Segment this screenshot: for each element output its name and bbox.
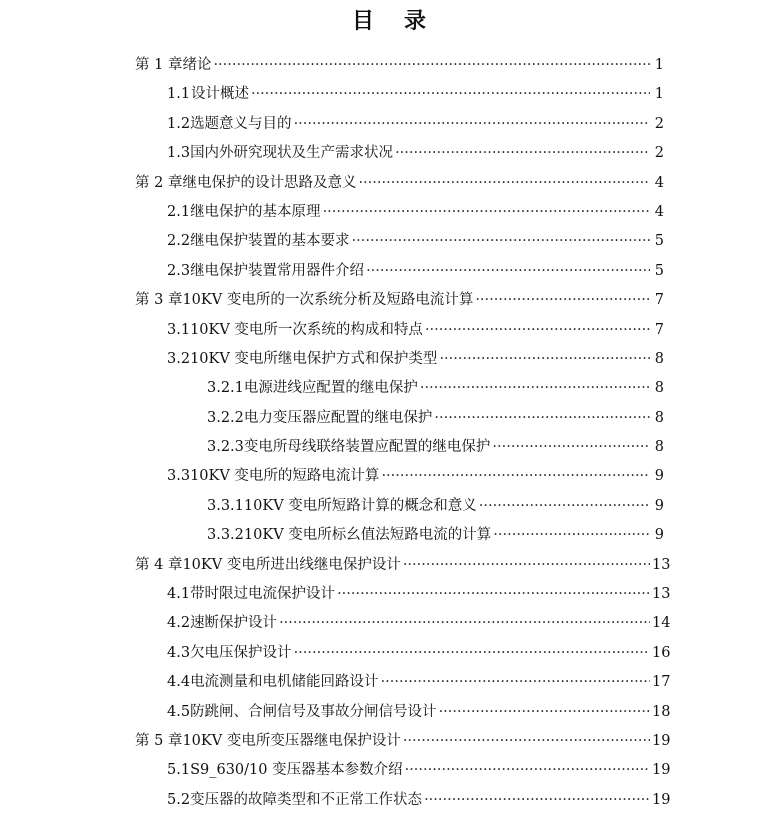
toc-entry-title: 10KV 变电所标幺值法短路电流的计算 [243, 527, 492, 544]
toc-entry[interactable] [0, 727, 778, 756]
dot-leader [492, 433, 650, 462]
toc-entry-page: 9 [654, 468, 664, 485]
toc-entry-page: 16 [652, 644, 671, 661]
dot-leader [475, 286, 650, 315]
toc-entry-number: 5.2 [167, 791, 191, 808]
dot-leader [358, 169, 650, 198]
dot-leader [439, 345, 650, 374]
toc-entry[interactable] [0, 316, 778, 345]
toc-entry-page: 9 [654, 527, 664, 544]
toc-entry-number: 4.4 [167, 674, 191, 691]
toc-entry-page: 2 [654, 145, 664, 162]
toc-entry-number: 3.2 [167, 350, 191, 367]
toc-entry-number: 1.2 [167, 115, 191, 132]
toc-entry-number: 第 4 章 [135, 556, 183, 573]
toc-entry[interactable] [0, 286, 778, 315]
toc-entry-title: 10KV 变电所的一次系统分析及短路电流计算 [182, 292, 474, 309]
toc-entry-title: 继电保护的设计思路及意义 [182, 174, 357, 191]
dot-leader [424, 786, 650, 815]
toc-entry-page: 1 [654, 86, 664, 103]
toc-entry-number: 1.1 [167, 86, 191, 103]
toc-entry[interactable] [0, 198, 778, 227]
toc-entry-title: 欠电压保护设计 [190, 644, 292, 661]
toc-entry-page: 13 [652, 556, 671, 573]
dot-leader [439, 698, 650, 727]
toc-entry-page: 8 [654, 409, 664, 426]
toc-entry[interactable] [0, 492, 778, 521]
dot-leader [434, 404, 650, 433]
toc-entry-title: 变电所母线联络装置应配置的继电保护 [243, 439, 491, 456]
dot-leader [279, 609, 650, 638]
toc-entry-page: 4 [654, 203, 664, 220]
toc-entry-number: 1.3 [167, 145, 191, 162]
toc-entry[interactable] [0, 639, 778, 668]
toc-entry-number: 第 3 章 [135, 292, 183, 309]
toc-entry[interactable] [0, 521, 778, 550]
toc-entry-page: 5 [654, 262, 664, 279]
toc-entry[interactable] [0, 609, 778, 638]
toc-entry[interactable] [0, 51, 778, 80]
toc-entry-title: 10KV 变电所短路计算的概念和意义 [243, 497, 477, 514]
table-of-contents [0, 51, 778, 815]
toc-entry[interactable] [0, 462, 778, 491]
toc-entry-page: 19 [652, 791, 671, 808]
dot-leader [381, 668, 650, 697]
toc-entry-number: 3.1 [167, 321, 191, 338]
toc-entry-page: 13 [652, 586, 671, 603]
toc-entry[interactable] [0, 404, 778, 433]
toc-entry-page: 8 [654, 380, 664, 397]
toc-entry[interactable] [0, 580, 778, 609]
toc-entry-title: 设计概述 [190, 86, 249, 103]
toc-entry-number: 2.2 [167, 233, 191, 250]
toc-entry-title: 选题意义与目的 [190, 115, 292, 132]
dot-leader [213, 51, 650, 80]
toc-entry-page: 7 [654, 321, 664, 338]
toc-entry[interactable] [0, 169, 778, 198]
toc-entry-page: 7 [654, 292, 664, 309]
toc-entry-title: 国内外研究现状及生产需求状况 [190, 145, 394, 162]
toc-entry-number: 3.2.3 [207, 439, 244, 456]
toc-entry-number: 第 1 章 [135, 57, 183, 73]
dot-leader [403, 727, 650, 756]
dot-leader [420, 374, 650, 403]
toc-entry-page: 8 [654, 439, 664, 456]
toc-entry[interactable] [0, 786, 778, 815]
dot-leader [403, 551, 650, 580]
toc-entry-title: 10KV 变电所变压器继电保护设计 [182, 732, 401, 749]
toc-entry[interactable] [0, 374, 778, 403]
toc-entry[interactable] [0, 139, 778, 168]
toc-entry-page: 17 [652, 674, 671, 691]
toc-entry-page: 19 [652, 732, 671, 749]
toc-entry-number: 5.1 [167, 762, 191, 779]
toc-entry-number: 3.2.1 [207, 380, 244, 397]
toc-entry-title: 继电保护的基本原理 [190, 203, 321, 220]
toc-entry-number: 3.3.1 [207, 497, 244, 514]
toc-entry-page: 1 [654, 57, 664, 73]
dot-leader [352, 227, 650, 256]
dot-leader [381, 462, 650, 491]
toc-entry[interactable] [0, 698, 778, 727]
toc-entry-number: 第 5 章 [135, 732, 183, 749]
dot-leader [493, 521, 650, 550]
toc-entry-title: 10KV 变电所继电保护方式和保护类型 [190, 350, 438, 367]
toc-entry-title: 速断保护设计 [190, 615, 278, 632]
toc-entry[interactable] [0, 756, 778, 785]
dot-leader [405, 756, 650, 785]
toc-entry-title: 变压器的故障类型和不正常工作状态 [190, 791, 423, 808]
toc-entry-number: 4.2 [167, 615, 191, 632]
dot-leader [294, 639, 650, 668]
toc-entry-title: 电力变压器应配置的继电保护 [243, 409, 433, 426]
toc-entry-number: 第 2 章 [135, 174, 183, 191]
toc-entry-title: 绪论 [182, 57, 212, 73]
toc-entry-page: 8 [654, 350, 664, 367]
toc-entry-number: 4.1 [167, 586, 191, 603]
toc-entry-number: 3.3.2 [207, 527, 244, 544]
page-title: 目录 [351, 9, 456, 34]
toc-entry-title: 继电保护装置的基本要求 [190, 233, 350, 250]
toc-entry-title: 电流测量和电机储能回路设计 [190, 674, 379, 691]
toc-entry[interactable] [0, 110, 778, 139]
dot-leader [323, 198, 650, 227]
dot-leader [294, 110, 650, 139]
toc-entry-page: 14 [652, 615, 671, 632]
toc-entry[interactable] [0, 80, 778, 109]
dot-leader [251, 80, 650, 109]
toc-entry-title: 10KV 变电所的短路电流计算 [190, 468, 380, 485]
toc-entry-page: 2 [654, 115, 664, 132]
toc-entry-title: S9_630/10 变压器基本参数介绍 [190, 762, 403, 779]
toc-entry-page: 9 [654, 497, 664, 514]
toc-entry[interactable] [0, 345, 778, 374]
toc-entry[interactable] [0, 257, 778, 286]
toc-entry-page: 19 [652, 762, 671, 779]
toc-entry-title: 防跳闸、合闸信号及事故分闸信号设计 [190, 703, 437, 720]
toc-entry-title: 10KV 变电所一次系统的构成和特点 [190, 321, 423, 338]
toc-entry[interactable] [0, 433, 778, 462]
toc-entry-number: 3.2.2 [207, 409, 244, 426]
toc-entry-title: 继电保护装置常用器件介绍 [190, 262, 365, 279]
toc-entry[interactable] [0, 227, 778, 256]
dot-leader [366, 257, 650, 286]
toc-entry-number: 3.3 [167, 468, 191, 485]
toc-entry-page: 18 [652, 703, 671, 720]
toc-entry-number: 4.5 [167, 703, 191, 720]
toc-entry-number: 2.3 [167, 262, 191, 279]
toc-entry[interactable] [0, 668, 778, 697]
dot-leader [479, 492, 650, 521]
toc-entry-page: 5 [654, 233, 664, 250]
toc-entry-page: 4 [654, 174, 664, 191]
dot-leader [425, 316, 650, 345]
toc-entry-number: 2.1 [167, 203, 191, 220]
toc-entry-title: 电源进线应配置的继电保护 [243, 380, 418, 397]
toc-entry[interactable] [0, 551, 778, 580]
toc-entry-title: 10KV 变电所进出线继电保护设计 [182, 556, 401, 573]
dot-leader [337, 580, 650, 609]
dot-leader [395, 139, 650, 168]
toc-entry-title: 带时限过电流保护设计 [190, 586, 336, 603]
toc-entry-number: 4.3 [167, 644, 191, 661]
